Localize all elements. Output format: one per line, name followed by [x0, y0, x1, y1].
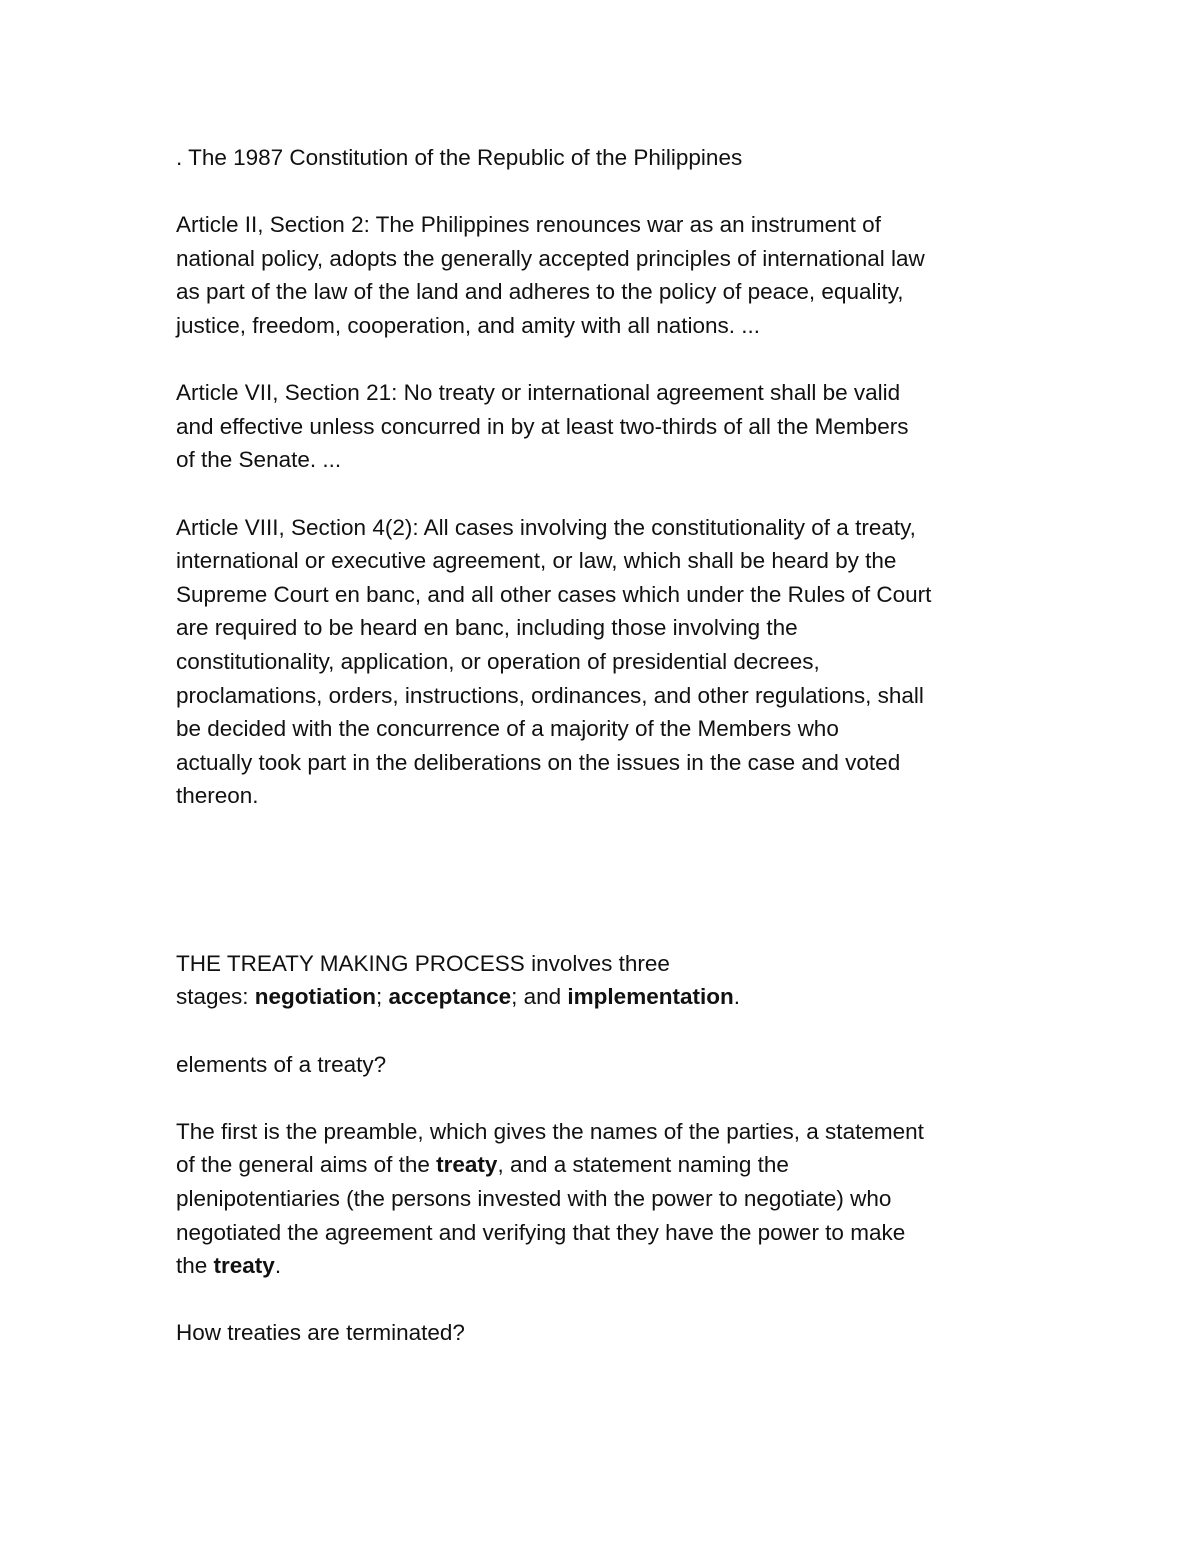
spacer: [176, 477, 1056, 511]
article-2-paragraph: Article II, Section 2: The Philippines renounces war as an instrument of national policy, adopts the generally accepted principles of international law as part of the law of the land and adheres to the policy of peace, equality, justice, freedom, cooperation, and amity with all nations. ...: [176, 212, 925, 338]
preamble-text-3: .: [274, 1253, 282, 1279]
elements-question: elements of a treaty?: [176, 1051, 387, 1077]
spacer: [176, 343, 1056, 377]
preamble-text-1: The first is the preamble, which gives the names of the parties, a statement of the general aims of the: [176, 1118, 924, 1178]
article-8-paragraph: Article VIII, Section 4(2): All cases involving the constitutionality of a treaty, international or executive agreement, or law, which shall be heard by the Supreme Court en banc, and all other cases which under the Rules of Court are required to be heard en banc, including those involving the constitutionality, application, or operation of presidential decrees, proclamations, orders, instructions, ordinances, and other regulations, shall be decided with the concurrence of a majority of the Members who actually took part in the deliberations on the issues in the case and voted thereon.: [176, 514, 932, 809]
preamble-paragraph: [176, 1115, 1056, 1283]
period: .: [733, 984, 740, 1010]
stage-negotiation: negotiation: [254, 984, 377, 1010]
spacer: [176, 1283, 1056, 1317]
article-7-paragraph: Article VII, Section 21: No treaty or international agreement shall be valid and effective unless concurred in by at least two-thirds of all the Members of the Senate. ...: [176, 380, 909, 473]
stage-acceptance: acceptance: [388, 984, 512, 1010]
spacer: [176, 1014, 1056, 1048]
spacer: [176, 813, 1056, 947]
preamble-text-2: , and a statement naming the plenipotentiaries (the persons invested with the power to negotiate) who negotiated the agreement and verifying that they have the power to make the: [176, 1152, 906, 1279]
treaty-process-intro: THE TREATY MAKING PROCESS involves three stages:: [176, 950, 670, 1010]
spacer: [176, 1081, 1056, 1115]
treaty-bold-1: treaty: [436, 1152, 498, 1178]
separator: ;: [376, 984, 389, 1010]
separator: ; and: [511, 984, 568, 1010]
document-heading: . The 1987 Constitution of the Republic of the Philippines: [176, 145, 743, 170]
document-body: [176, 141, 1056, 1350]
stage-implementation: implementation: [567, 984, 734, 1010]
treaty-process-paragraph: [176, 947, 1056, 1014]
termination-question: How treaties are terminated?: [176, 1320, 465, 1346]
treaty-bold-2: treaty: [213, 1253, 275, 1279]
spacer: [176, 175, 1056, 209]
